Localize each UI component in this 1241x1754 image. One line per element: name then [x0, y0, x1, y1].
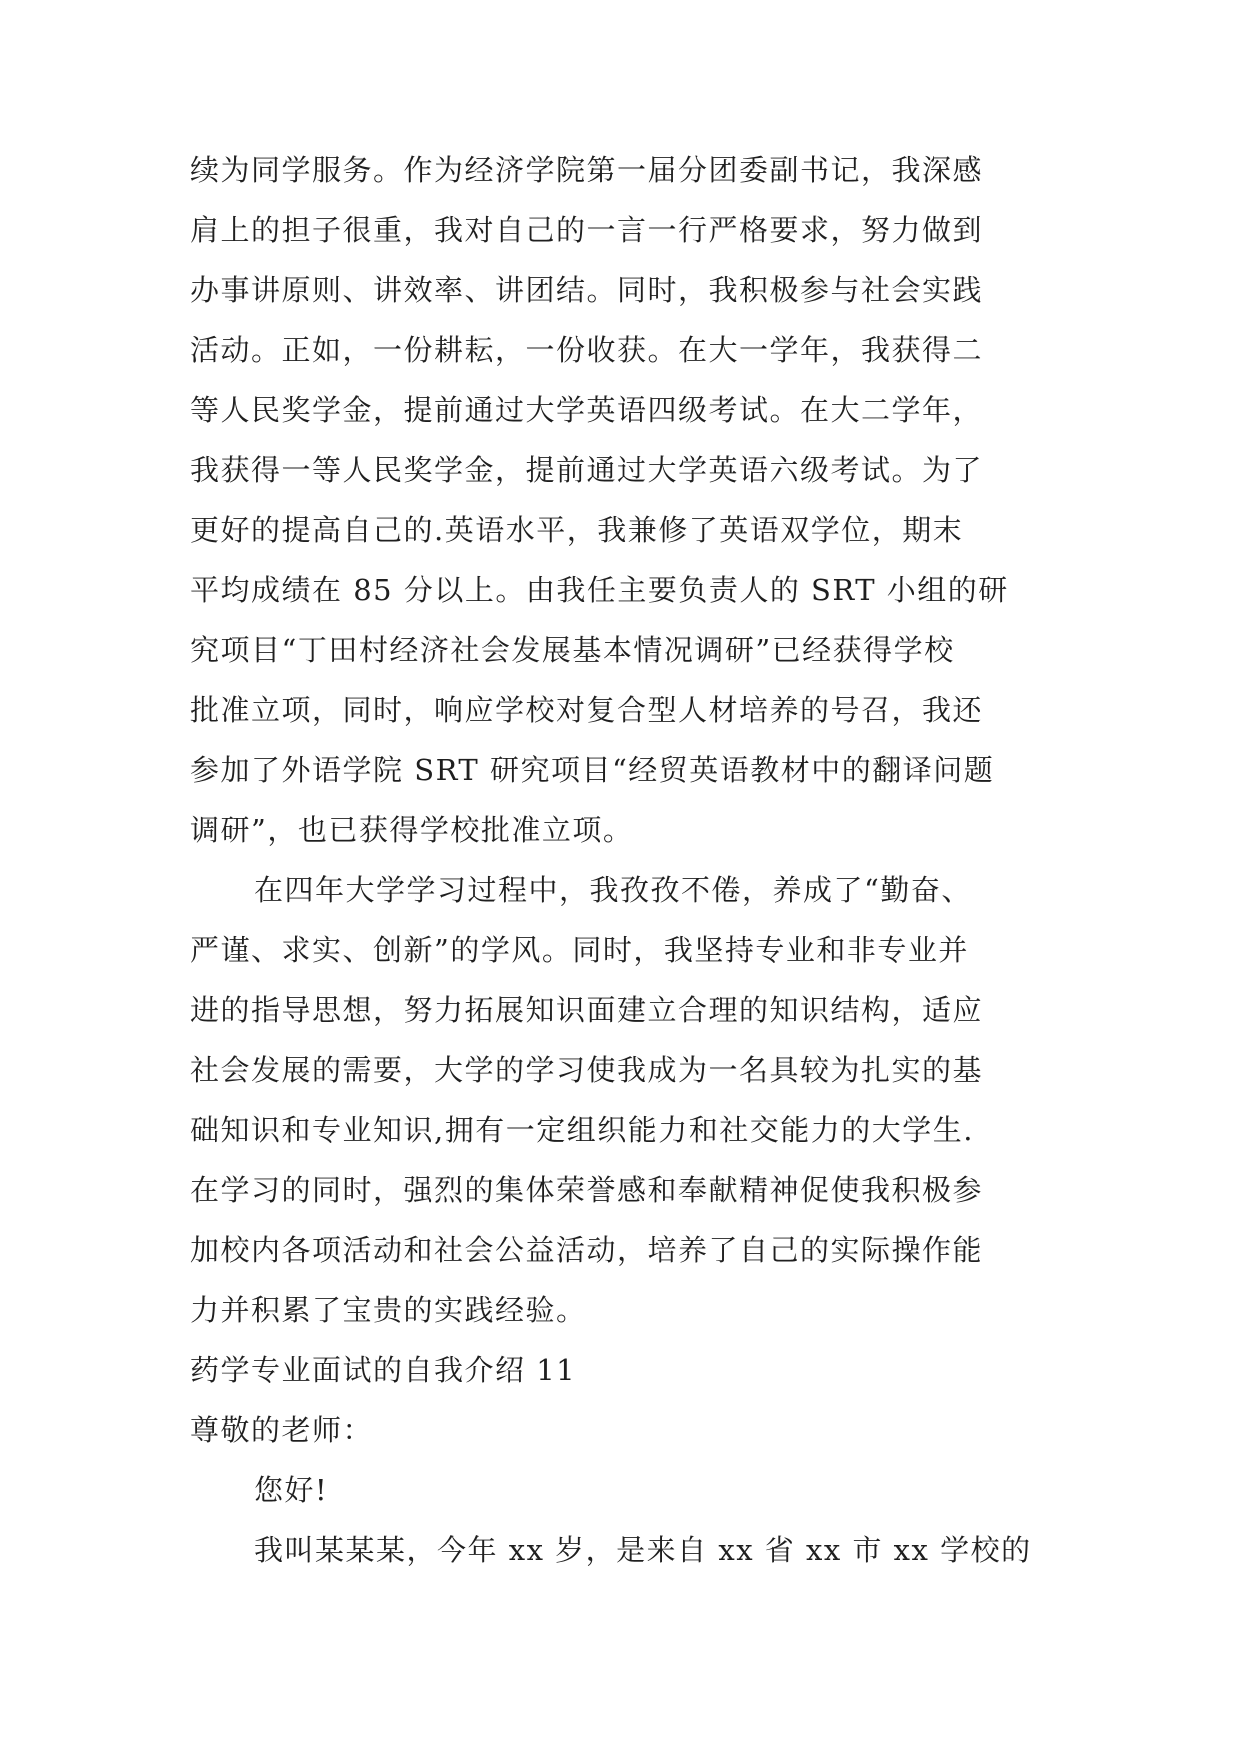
- paragraph-line: 础知识和专业知识,拥有一定组织能力和社交能力的大学生.: [190, 1113, 974, 1147]
- paragraph-line: 平均成绩在 85 分以上。由我任主要负责人的 SRT 小组的研: [190, 573, 1009, 607]
- paragraph-line: 批准立项，同时，响应学校对复合型人材培养的号召，我还: [190, 693, 984, 727]
- paragraph-line: 加校内各项活动和社会公益活动，培养了自己的实际操作能: [190, 1233, 984, 1267]
- paragraph-line: 在学习的同时，强烈的集体荣誉感和奉献精神促使我积极参: [190, 1173, 984, 1207]
- paragraph-line: 严谨、求实、创新”的学风。同时，我坚持专业和非专业并: [190, 933, 969, 967]
- paragraph-line: 办事讲原则、讲效率、讲团结。同时，我积极参与社会实践: [190, 273, 984, 307]
- paragraph-line: 更好的提高自己的.英语水平，我兼修了英语双学位，期末: [190, 513, 964, 547]
- paragraph-line: 究项目“丁田村经济社会发展基本情况调研”已经获得学校: [190, 633, 955, 667]
- paragraph-line: 我获得一等人民奖学金，提前通过大学英语六级考试。为了: [190, 453, 984, 487]
- paragraph-line: 我叫某某某，今年 xx 岁，是来自 xx 省 xx 市 xx 学校的: [254, 1533, 1032, 1567]
- paragraph-line: 调研”，也已获得学校批准立项。: [190, 813, 634, 847]
- paragraph-line: 续为同学服务。作为经济学院第一届分团委副书记，我深感: [190, 153, 984, 187]
- section-heading: 药学专业面试的自我介绍 11: [190, 1353, 577, 1387]
- salutation: 尊敬的老师：: [190, 1413, 374, 1447]
- paragraph-line: 参加了外语学院 SRT 研究项目“经贸英语教材中的翻译问题: [190, 753, 995, 787]
- paragraph-line: 社会发展的需要，大学的学习使我成为一名具较为扎实的基: [190, 1053, 984, 1087]
- paragraph-line: 活动。正如，一份耕耘，一份收获。在大一学年，我获得二: [190, 333, 984, 367]
- paragraph-line: 力并积累了宝贵的实践经验。: [190, 1293, 587, 1327]
- paragraph-line: 进的指导思想，努力拓展知识面建立合理的知识结构，适应: [190, 993, 984, 1027]
- greeting: 您好!: [254, 1473, 329, 1507]
- paragraph-line: 等人民奖学金，提前通过大学英语四级考试。在大二学年，: [190, 393, 984, 427]
- paragraph-line: 在四年大学学习过程中，我孜孜不倦，养成了“勤奋、: [254, 873, 972, 907]
- paragraph-line: 肩上的担子很重，我对自己的一言一行严格要求，努力做到: [190, 213, 984, 247]
